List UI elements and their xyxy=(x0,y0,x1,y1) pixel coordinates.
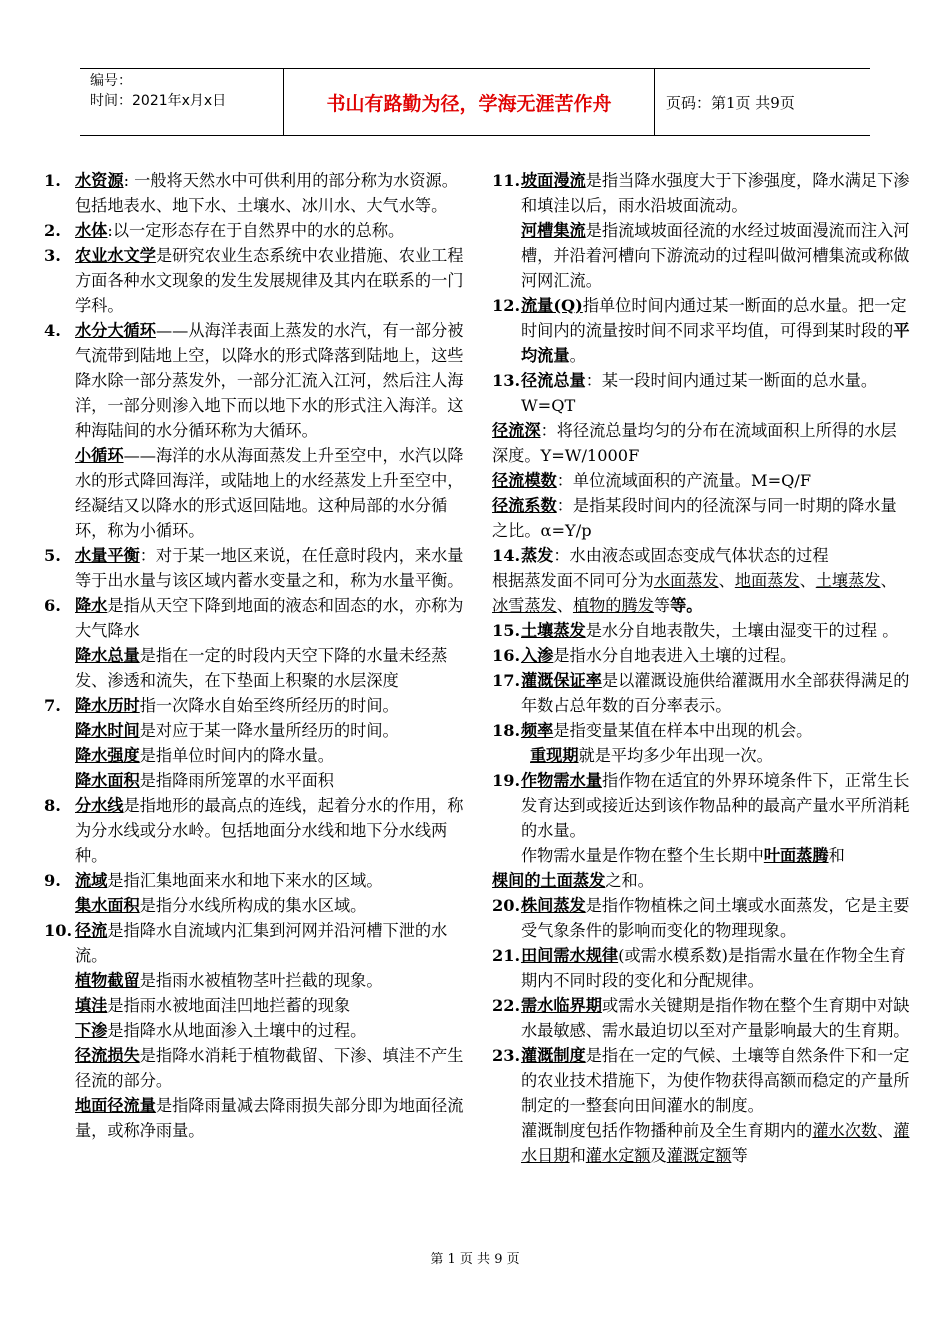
term: 下渗 xyxy=(75,1021,108,1040)
term: 作物需水量 xyxy=(521,771,602,790)
item-13-sub-b: 径流模数：单位流域面积的产流量。M=Q/F xyxy=(492,471,812,490)
term: 水分大循环 xyxy=(75,321,156,340)
item-13-sub-a: 径流深：将径流总量均匀的分布在流域面积上所得的水层深度。Y=W/1000F xyxy=(492,421,897,465)
term: 分水线 xyxy=(75,796,124,815)
term: 平均流量 xyxy=(521,321,910,365)
item-16: 16. 入渗是指水分自地表进入土壤的过程。 xyxy=(492,646,797,665)
item-10-sub-a: 植物截留是指雨水被植物茎叶拦截的现象。 xyxy=(75,971,383,990)
item-19-sub-cont: 棵间的土面蒸发之和。 xyxy=(492,871,654,890)
term: 径流总量 xyxy=(521,371,586,390)
term: 降水强度 xyxy=(75,746,140,765)
term: 降水面积 xyxy=(75,771,140,790)
item-19: 19. 作物需水量指作物在适宜的外界环境条件下，正常生长发育达到或接近达到该作物品种的最高产量水平所消耗的水量。 xyxy=(492,771,910,840)
item-12: 12. 流量(Q)指单位时间内通过某一断面的总水量。把一定时间内的流量按时间不同求平均值，可得到某时段的平均流量。 xyxy=(492,296,910,365)
item-4: 4. 水分大循环——从海洋表面上蒸发的水汽，有一部分被气流带到陆地上空，以降水的形式降落到陆地上，这些降水除一部分蒸发外，一部分汇流入江河，然后注人海洋，一部分则渗入地下而以地下水的形式注入海洋。这种海陆间的水分循环称为大循环。 xyxy=(44,321,464,440)
header-time: 时间：2021年x月x日 xyxy=(90,93,227,109)
term: 径流模数 xyxy=(492,471,557,490)
term: 径流系数 xyxy=(492,496,557,515)
term: 田间需水规律 xyxy=(521,946,619,965)
term: 灌水次数 xyxy=(812,1121,878,1140)
term: 叶面蒸腾 xyxy=(763,846,829,865)
item-10-sub-b: 填洼是指雨水被地面洼凹地拦蓄的现象 xyxy=(75,996,351,1015)
header-number: 编号： xyxy=(90,73,132,89)
term: 水量平衡 xyxy=(75,546,140,565)
header-meta xyxy=(80,69,284,135)
term: 入渗 xyxy=(521,646,554,665)
term: 水资源 xyxy=(75,171,124,190)
term: 植物的腾发 xyxy=(572,596,654,615)
item-17: 17. 灌溉保证率是以灌溉设施供给灌溉用水全部获得满足的年数占总年数的百分率表示。 xyxy=(492,671,910,715)
term: 小循环 xyxy=(75,446,124,465)
item-10-sub-d: 径流损失是指降水消耗于植物截留、下渗、填洼不产生径流的部分。 xyxy=(75,1046,464,1090)
term: 冰雪蒸发 xyxy=(492,596,557,615)
term: 填洼 xyxy=(75,996,108,1015)
term: 河槽集流 xyxy=(521,221,586,240)
item-13-sub-c: 径流系数：是指某段时间内的径流深与同一时期的降水量之比。α=Y/p xyxy=(492,496,897,540)
right-column xyxy=(492,168,910,1168)
term: 坡面漫流 xyxy=(521,171,586,190)
item-20: 20. 株间蒸发是指作物植株之间土壤或水面蒸发，它是主要受气象条件的影响而变化的物理现象。 xyxy=(492,896,910,940)
term: 植物截留 xyxy=(75,971,140,990)
page-footer: 第 1 页 共 9 页 xyxy=(430,1252,520,1267)
term: 农业水文学 xyxy=(75,246,156,265)
term: 频率 xyxy=(521,721,554,740)
term: 径流损失 xyxy=(75,1046,140,1065)
term: 棵间的土面蒸发 xyxy=(492,871,606,890)
term: 集水面积 xyxy=(75,896,140,915)
term: 降水总量 xyxy=(75,646,140,665)
item-21: 21. 田间需水规律(或需水模系数)是指需水量在作物全生育期内不同时段的变化和分配规律。 xyxy=(492,946,906,990)
term: 流域 xyxy=(75,871,108,890)
term: 蒸发 xyxy=(521,546,554,565)
term: 灌溉定额 xyxy=(666,1146,732,1165)
item-6: 6. 降水是指从天空下降到地面的液态和固态的水，亦称为大气降水 xyxy=(44,596,464,640)
item-23-sub: 灌溉制度包括作物播种前及全生育期内的灌水次数、灌水日期和灌水定额及灌溉定额等 xyxy=(521,1121,910,1165)
item-18-sub: 重现期就是平均多少年出现一次。 xyxy=(530,746,773,765)
term: 流量(Q) xyxy=(521,296,583,315)
term: 灌溉保证率 xyxy=(521,671,602,690)
header-motto: 书山有路勤为径，学海无涯苦作舟 xyxy=(284,69,655,135)
item-18: 18. 频率是指变量某值在样本中出现的机会。 xyxy=(492,721,813,740)
term: 灌水日期 xyxy=(521,1121,910,1165)
item-7-sub-a: 降水时间是对应于某一降水量所经历的时间。 xyxy=(75,721,399,740)
item-23: 23. 灌溉制度是指在一定的气候、土壤等自然条件下和一定的农业技术措施下，为使作物获得高额而稳定的产量所制定的一整套向田间灌水的制度。 xyxy=(492,1046,910,1115)
term: 降水时间 xyxy=(75,721,140,740)
item-11: 11. 坡面漫流是指当降水强度大于下渗强度，降水满足下渗和填洼以后，雨水沿坡面流动。 xyxy=(492,171,910,215)
item-9-sub: 集水面积是指分水线所构成的集水区域。 xyxy=(75,896,367,915)
term: 地面蒸发 xyxy=(734,571,800,590)
item-15: 15. 土壤蒸发是水分自地表散失，土壤由湿变干的过程 。 xyxy=(492,621,899,640)
item-22: 22. 需水临界期或需水关键期是指作物在整个生育期中对缺水最敏感、需水最迫切以至对产量影响最大的生育期。 xyxy=(492,996,910,1040)
term: 重现期 xyxy=(530,746,579,765)
item-14-sub: 根据蒸发面不同可分为水面蒸发、地面蒸发、土壤蒸发、冰雪蒸发、植物的腾发等等。 xyxy=(492,571,897,615)
term: 水面蒸发 xyxy=(653,571,719,590)
term: 需水临界期 xyxy=(521,996,602,1015)
term: 土壤蒸发 xyxy=(521,621,586,640)
term: 径流深 xyxy=(492,421,541,440)
item-10-sub-c: 下渗是指降水从地面渗入土壤中的过程。 xyxy=(75,1021,367,1040)
item-7-sub-b: 降水强度是指单位时间内的降水量。 xyxy=(75,746,334,765)
term: 径流 xyxy=(75,921,108,940)
item-7: 7. 降水历时指一次降水自始至终所经历的时间。 xyxy=(44,696,399,715)
item-1: 1. 水资源: 一般将天然水中可供利用的部分称为水资源。包括地表水、地下水、土壤水、冰川水、大气水等。 xyxy=(44,171,458,215)
header-page-info: 页码：第1页 共9页 xyxy=(666,93,795,112)
item-7-sub-c: 降水面积是指降雨所笼罩的水平面积 xyxy=(75,771,334,790)
item-3: 3. 农业水文学是研究农业生态系统中农业措施、农业工程方面各种水文现象的发生发展规律及其内在联系的一门学科。 xyxy=(44,246,464,315)
item-19-sub: 作物需水量是作物在整个生长期中叶面蒸腾和 xyxy=(521,846,845,865)
term: 灌水定额 xyxy=(585,1146,651,1165)
item-6-sub: 降水总量是指在一定的时段内天空下降的水量未经蒸发、渗透和流失，在下垫面上积聚的水层深度 xyxy=(75,646,448,690)
item-4-sub: 小循环——海洋的水从海面蒸发上升至空中，水汽以降水的形式降回海洋，或陆地上的水经蒸发上升至空中，经凝结又以降水的形式返回陆地。这种局部的水分循环，称为小循环。 xyxy=(75,446,464,540)
term: 地面径流量 xyxy=(75,1096,156,1115)
item-10: 10. 径流是指降水自流域内汇集到河网并沿河槽下泄的水流。 xyxy=(44,921,448,965)
item-2: 2. 水体:以一定形态存在于自然界中的水的总称。 xyxy=(44,221,405,240)
term: 降水 xyxy=(75,596,108,615)
term: 水体 xyxy=(75,221,108,240)
item-5: 5. 水量平衡：对于某一地区来说，在任意时段内，来水量等于出水量与该区域内蓄水变量之和，称为水量平衡。 xyxy=(44,546,464,590)
term: 土壤蒸发 xyxy=(815,571,881,590)
left-column xyxy=(44,168,464,1143)
item-13: 13. 径流总量：某一段时间内通过某一断面的总水量。W=QT xyxy=(492,371,878,415)
term: 灌溉制度 xyxy=(521,1046,586,1065)
term: 株间蒸发 xyxy=(521,896,586,915)
item-9: 9. 流域是指汇集地面来水和地下来水的区域。 xyxy=(44,871,383,890)
page-header xyxy=(80,68,870,136)
item-10-sub-e: 地面径流量是指降雨量减去降雨损失部分即为地面径流量，或称净雨量。 xyxy=(75,1096,464,1140)
item-8: 8. 分水线是指地形的最高点的连线，起着分水的作用，称为分水线或分水岭。包括地面分水线和地下分水线两种。 xyxy=(44,796,464,865)
item-11-sub: 河槽集流是指流域坡面径流的水经过坡面漫流而注入河槽，并沿着河槽向下游流动的过程叫做河槽集流或称做河网汇流。 xyxy=(521,221,910,290)
item-14: 14. 蒸发：水由液态或固态变成气体状态的过程 xyxy=(492,546,829,565)
term: 降水历时 xyxy=(75,696,140,715)
